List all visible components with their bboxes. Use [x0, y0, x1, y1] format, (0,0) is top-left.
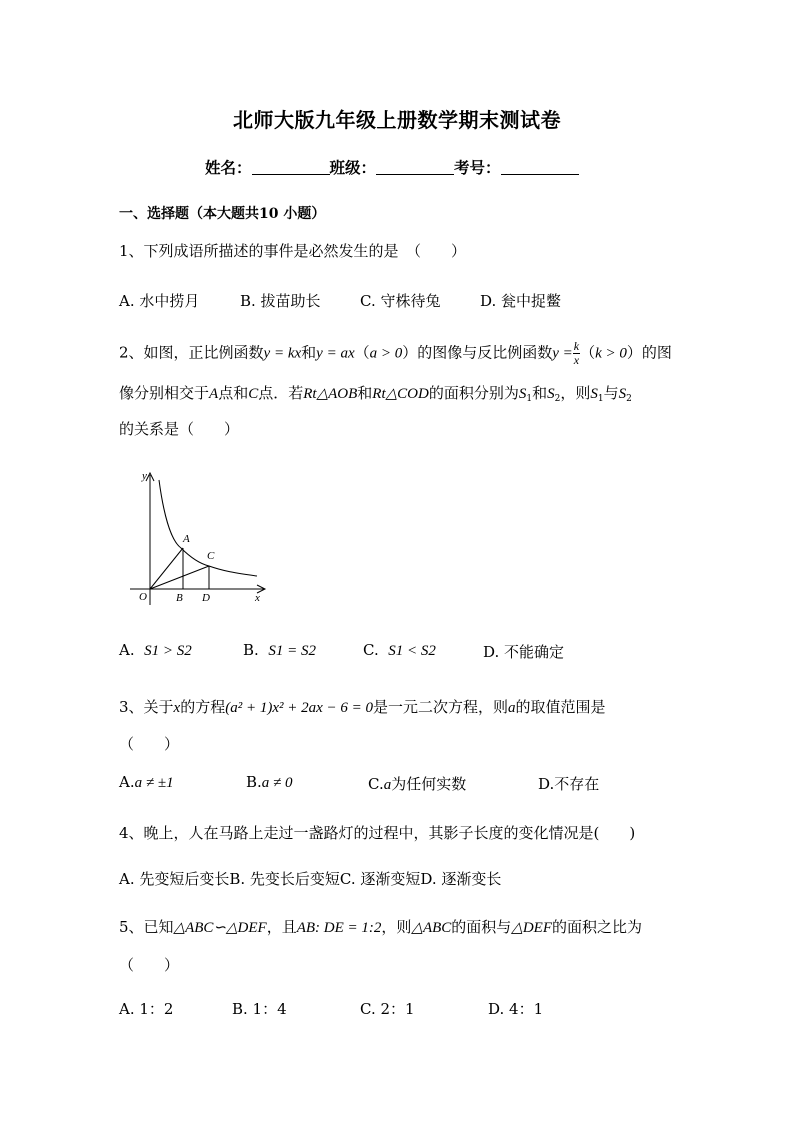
question-3-line-1 — [119, 696, 606, 717]
q2-text: （ — [354, 343, 370, 362]
question-5-line-1 — [119, 916, 642, 937]
q5-math: △ABC — [411, 920, 452, 936]
q4-options: A. 先变短后变长B. 先变长后变短C. 逐渐变短D. 逐渐变长 — [119, 870, 502, 888]
q3-math: a — [508, 700, 516, 716]
q5-text: 的面积之比为 — [552, 918, 643, 936]
question-5-line-2: （ ） — [119, 956, 180, 974]
function-graph — [125, 470, 275, 610]
graph-label-b: B — [176, 592, 183, 604]
option-letter: A. — [119, 773, 135, 791]
q5-text: ，且 — [266, 918, 297, 936]
class-label: 班级： — [329, 158, 377, 177]
number-label: 考号： — [454, 158, 501, 177]
q2-math: C — [248, 386, 259, 402]
q1-option-b: B. 拔苗助长 — [240, 292, 321, 310]
q3-option-d: D.不存在 — [538, 775, 600, 793]
q1-option-d: D. 瓮中捉鳖 — [480, 292, 562, 310]
q2-math: a > 0 — [369, 345, 403, 362]
q3-option-c — [368, 773, 466, 794]
q3-option-a — [119, 773, 174, 792]
q5-math: AB: DE = 1:2 — [296, 920, 382, 936]
q5-text: 的面积与 — [451, 918, 512, 936]
graph-label-o: O — [139, 591, 147, 603]
q3-text: 3、关于 — [119, 698, 174, 716]
q2-text: 点和 — [218, 384, 249, 402]
option-text: 为任何实数 — [391, 775, 467, 793]
q5-option-b: B. 1：4 — [232, 1000, 287, 1018]
option-math: S1 > S2 — [144, 643, 192, 659]
q2-subscript: 1 — [526, 394, 533, 404]
number-blank[interactable] — [501, 160, 579, 175]
q3-text: 是一元二次方程，则 — [373, 698, 509, 716]
name-blank[interactable] — [252, 160, 330, 175]
q2-option-b — [243, 641, 316, 660]
question-2-line-2 — [119, 382, 632, 404]
fraction-denominator: x — [573, 353, 580, 367]
q2-text: ）的图像与反比例函数 — [402, 343, 553, 362]
q5-text: 5、已知 — [119, 918, 174, 936]
q3-text: 的取值范围是 — [515, 698, 606, 716]
class-blank[interactable] — [376, 160, 454, 175]
question-2-line-1 — [119, 340, 672, 367]
q2-subscript: 1 — [597, 394, 604, 404]
q2-option-a — [119, 641, 192, 660]
q2-text: 与 — [603, 384, 619, 402]
option-math: a ≠ ±1 — [134, 775, 174, 791]
q2-text: （ — [580, 343, 596, 362]
student-info-line — [205, 156, 579, 178]
q1-option-c: C. 守株待兔 — [360, 292, 441, 310]
graph-label-c: C — [207, 550, 215, 562]
q2-text: 2、如图，正比例函数 — [119, 343, 264, 362]
option-math: a — [383, 777, 392, 793]
q2-math: Rt△COD — [372, 386, 429, 402]
q2-math: A — [209, 386, 219, 402]
q3-text: 的方程 — [180, 698, 226, 716]
fraction-numerator: k — [573, 339, 580, 353]
q3-math: x — [173, 700, 181, 716]
q2-math: y = — [552, 345, 573, 362]
q1-option-a: A. 水中捞月 — [119, 292, 200, 310]
graph-label-d: D — [202, 592, 210, 604]
q5-text: ，则 — [381, 918, 412, 936]
q2-math: S — [618, 386, 627, 402]
q2-text: 点．若 — [258, 384, 304, 402]
name-label: 姓名： — [205, 158, 252, 177]
section-heading: 一、选择题（本大题共10 小题） — [119, 206, 326, 222]
option-letter: B. — [243, 641, 259, 659]
q5-math: △DEF — [511, 920, 552, 936]
q5-option-c: C. 2：1 — [360, 1000, 415, 1018]
option-letter: B. — [246, 773, 262, 791]
q2-option-d: D. 不能确定 — [483, 643, 565, 661]
option-letter: C. — [368, 775, 384, 793]
q2-text: 像分别相交于 — [119, 384, 210, 402]
q2-text: 和 — [357, 384, 373, 402]
option-math: a ≠ 0 — [261, 775, 293, 791]
q2-math: S — [518, 386, 527, 402]
q3-math: (a² + 1)x² + 2ax − 6 = 0 — [225, 700, 374, 716]
q2-math: k > 0 — [595, 345, 627, 362]
page-title: 北师大版九年级上册数学期末测试卷 — [233, 108, 561, 132]
option-letter: A. — [119, 641, 135, 659]
q3-option-b — [246, 773, 293, 792]
q2-text: 和 — [532, 384, 548, 402]
q2-math: y = ax — [316, 345, 355, 362]
q2-text: ）的图 — [626, 343, 672, 362]
q2-math: S — [547, 386, 555, 402]
option-math: S1 = S2 — [268, 643, 316, 659]
q2-text: ，则 — [560, 384, 591, 402]
q2-text: 和 — [301, 343, 317, 362]
question-4-stem: 4、晚上，人在马路上走过一盏路灯的过程中，其影子长度的变化情况是( ) — [119, 824, 636, 842]
q5-math: △ABC∽△DEF — [173, 920, 267, 936]
question-2-line-3: 的关系是（ ） — [119, 420, 240, 438]
q5-option-d: D. 4：1 — [488, 1000, 544, 1018]
q2-math: y = kx — [263, 345, 302, 362]
q2-subscript: 2 — [554, 394, 561, 404]
option-math: S1 < S2 — [388, 643, 436, 659]
q2-text: 的面积分别为 — [428, 384, 519, 402]
q2-math: Rt△AOB — [303, 386, 358, 402]
graph-label-x: x — [255, 592, 260, 604]
q2-option-c — [363, 641, 436, 660]
q2-math: S — [590, 386, 598, 402]
question-1-stem: 1、下列成语所描述的事件是必然发生的是 （ ） — [119, 242, 467, 260]
graph-label-a: A — [183, 533, 190, 545]
option-letter: C. — [363, 641, 379, 659]
question-3-line-2: （ ） — [119, 735, 180, 753]
q2-subscript: 2 — [626, 394, 632, 404]
graph-label-y: y — [142, 470, 147, 482]
q5-option-a: A. 1：2 — [119, 1000, 174, 1018]
